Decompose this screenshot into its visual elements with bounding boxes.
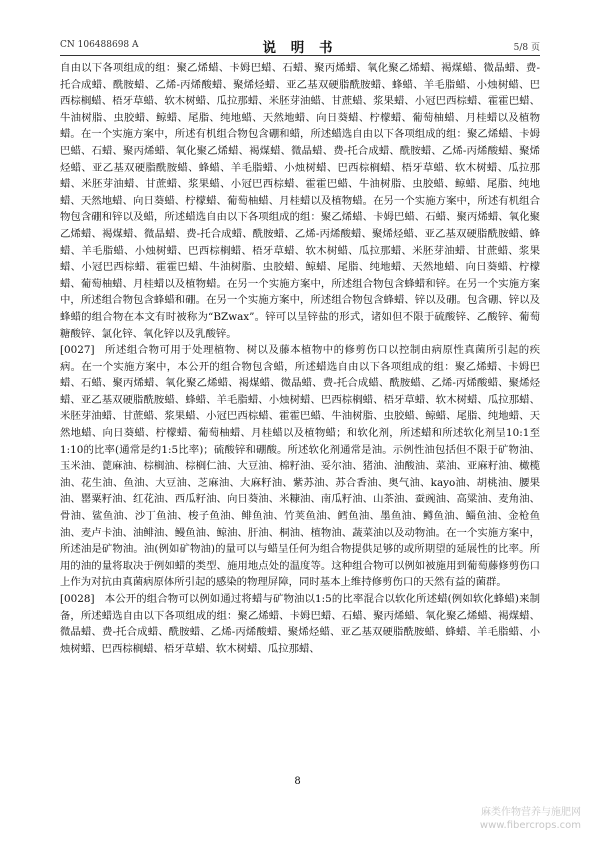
document-title: 说 明 书 [262,40,338,56]
page-indicator: 5/8 页 [513,43,540,53]
page-header [60,38,540,54]
paragraph-0027 [60,342,540,591]
paragraph-text: 本公开的组合物可以例如通过将蜡与矿物油以1:5的比率混合以软化所述蜡(例如软化蜂蜡)来制备，所述蜡选自由以下各项组成的组：聚乙烯蜡、卡姆巴蜡、石蜡、聚丙烯蜡、氧化聚乙烯蜡、褐煤蜡、微晶蜡、费-托合成蜡、酰胺蜡、乙烯-丙烯酸蜡、聚烯烃蜡、亚乙基双硬脂酰胺蜡、蜂蜡、羊毛脂蜡、小烛树蜡、巴西棕榈蜡、梧牙草蜡、软木树蜡、瓜拉那蜡、 [60,593,540,655]
site-watermark [480,806,581,832]
watermark-title: 麻类作物营养与施肥网 [481,807,581,818]
patent-number: CN 106488698 A [60,40,139,50]
paragraph-number: [0028] [60,593,95,605]
paragraph-number: [0027] [60,344,95,357]
watermark-url: www.fibercrops.com [479,820,581,831]
paragraph-continued: 自由以下各项组成的组：聚乙烯蜡、卡姆巴蜡、石蜡、聚丙烯蜡、氧化聚乙烯蜡、褐煤蜡、微晶蜡、费-托合成蜡、酰胺蜡、乙烯-丙烯酸蜡、聚烯烃蜡、亚乙基双硬脂酰胺蜡、蜂蜡、羊毛脂蜡、小烛树蜡、巴西棕榈蜡、梧牙草蜡、软木树蜡、瓜拉那蜡、米胚芽油蜡、甘蔗蜡、浆果蜡、小冠巴西棕蜡、霍霍巴蜡、牛油树脂、虫胶蜡、鲸蜡、尾脂、纯地蜡、天然地蜡、向日葵蜡、柠檬蜡、葡萄柚蜡、月桂蜡以及植物蜡。在一个实施方案中，所述有机组合物包含硼和蜡，所述蜡选自由以下各项组成的组：聚乙烯蜡、卡姆巴蜡、石蜡、聚丙烯蜡、氧化聚乙烯蜡、褐煤蜡、微晶蜡、费-托合成蜡、酰胺蜡、乙烯-丙烯酸蜡、聚烯烃蜡、亚乙基双硬脂酰胺蜡、蜂蜡、羊毛脂蜡、小烛树蜡、巴西棕榈蜡、梧牙草蜡、软木树蜡、瓜拉那蜡、米胚芽油蜡、甘蔗蜡、浆果蜡、小冠巴西棕蜡、霍霍巴蜡、牛油树脂、虫胶蜡、鲸蜡、尾脂、纯地蜡、天然地蜡、向日葵蜡、柠檬蜡、葡萄柚蜡、月桂蜡以及植物蜡。在另一个实施方案中，所述有机组合物包含硼和锌以及蜡，所述蜡选自由以下各项组成的组：聚乙烯蜡、卡姆巴蜡、石蜡、聚丙烯蜡、氧化聚乙烯蜡、褐煤蜡、微晶蜡、费-托合成蜡、酰胺蜡、乙烯-丙烯酸蜡、聚烯烃蜡、亚乙基双硬脂酰胺蜡、蜂蜡、羊毛脂蜡、小烛树蜡、巴西棕榈蜡、梧牙草蜡、软木树蜡、瓜拉那蜡、米胚芽油蜡、甘蔗蜡、浆果蜡、小冠巴西棕蜡、霍霍巴蜡、牛油树脂、虫胶蜡、鲸蜡、尾脂、纯地蜡、天然地蜡、向日葵蜡、柠檬蜡、葡萄柚蜡、月桂蜡以及植物蜡。在另一个实施方案中，所述组合物包含蜂蜡和锌。在另一个实施方案中，所述组合物包含蜂蜡和硼。在另一个实施方案中，所述组合物包含蜂蜡、锌以及硼。包含硼、锌以及蜂蜡的组合物在本文有时被称为“BZwax”。锌可以呈锌盐的形式，诸如但不限于硫酸锌、乙酸锌、葡萄糖酸锌、氯化锌、氧化锌以及乳酸锌。 [60,62,540,340]
paragraph-0028 [60,591,540,657]
document-body [60,60,540,657]
paragraph-text: 所述组合物可用于处理植物、树以及藤本植物中的修剪伤口以控制由病原性真菌所引起的疾病。在一个实施方案中，本公开的组合物包含蜡，所述蜡选自由以下各项组成的组：聚乙烯蜡、卡姆巴蜡、石蜡、聚丙烯蜡、氧化聚乙烯蜡、褐煤蜡、微晶蜡、费-托合成蜡、酰胺蜡、乙烯-丙烯酸蜡、聚烯烃蜡、亚乙基双硬脂酰胺蜡、蜂蜡、羊毛脂蜡、小烛树蜡、巴西棕榈蜡、梧牙草蜡、软木树蜡、瓜拉那蜡、米胚芽油蜡、甘蔗蜡、浆果蜡、小冠巴西棕蜡、霍霍巴蜡、牛油树脂、虫胶蜡、鲸蜡、尾脂、纯地蜡、天然地蜡、向日葵蜡、柠檬蜡、葡萄柚蜡、月桂蜡以及植物蜡；和软化剂，所述蜡和所述软化剂呈10:1至1:10的比率(通常是约1:5比率)；硫酸锌和硼酸。所述软化剂通常是油。示例性油包括但不限于矿物油、玉米油、蓖麻油、棕榈油、棕榈仁油、大豆油、棉籽油、妥尔油、猪油、油酸油、菜油、亚麻籽油、橄榄油、花生油、鱼油、大豆油、芝麻油、大麻籽油、紫苏油、苏合香油、奥气油、kayo油、胡桃油、腰果油、罂粟籽油、红花油、西瓜籽油、向日葵油、米糠油、南瓜籽油、山茶油、蚕豌油、高粱油、麦角油、骨油、鲨鱼油、沙丁鱼油、梭子鱼油、鲱鱼油、竹荚鱼油、鳕鱼油、墨鱼油、鳟鱼油、鲻鱼油、金枪鱼油、麦卢卡油、油鲱油、鳗鱼油、鲸油、肝油、桐油、植物油、蔬菜油以及动物油。在一个实施方案中，所述油是矿物油。油(例如矿物油)的量可以与蜡呈任何为组合物提供足够的或所期望的延展性的比率。所用的油的量将取决于例如蜡的类型、施用地点处的温度等。这种组合物可以例如被施用到葡萄藤修剪伤口上作为对抗由真菌病原体所引起的感染的物理屏障，同时基本上维持修剪伤口的天然有益的菌群。 [60,344,540,589]
page-number: 8 [294,776,301,787]
header-rule [60,55,540,56]
